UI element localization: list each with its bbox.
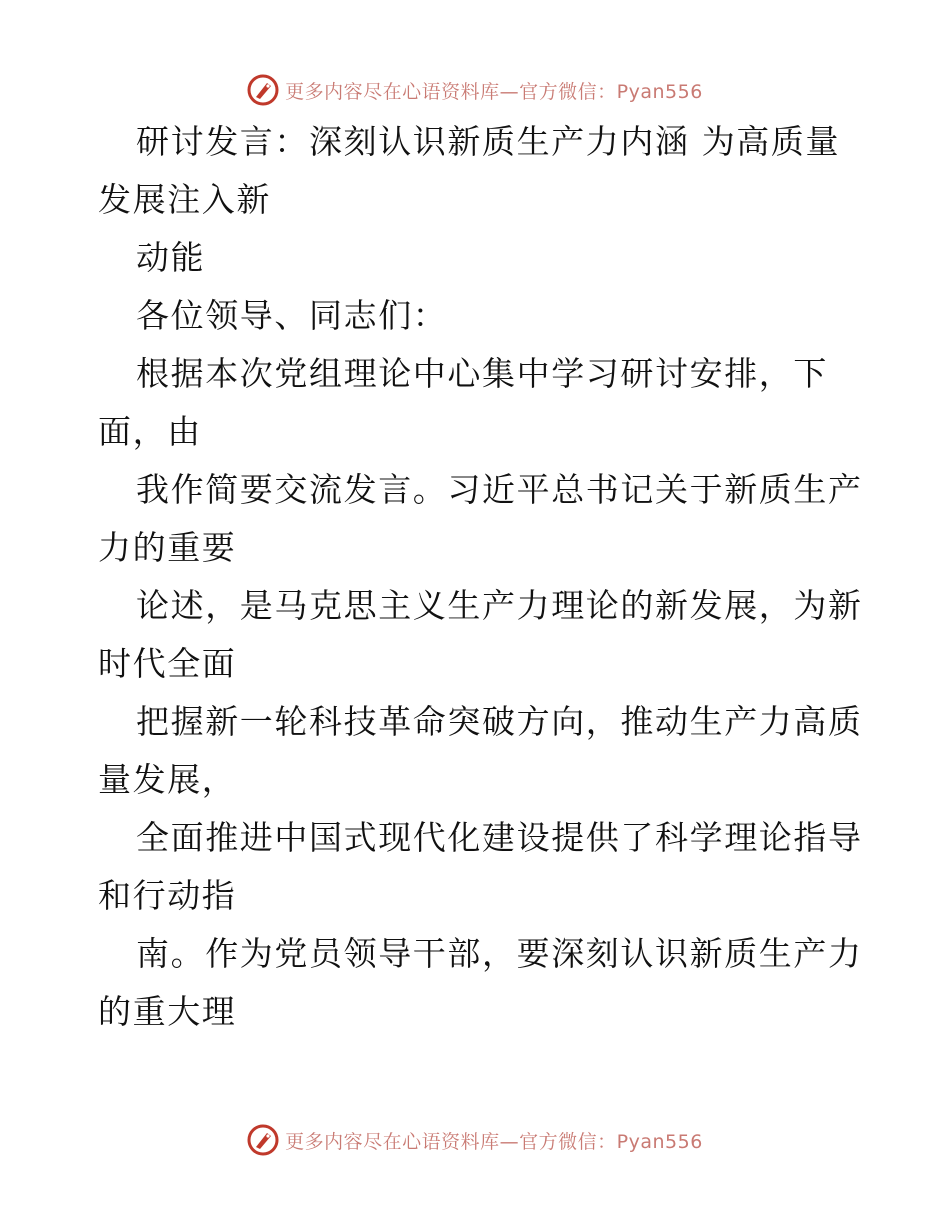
footer-banner-text: 更多内容尽在心语资料库—官方微信：Pyan556	[285, 1130, 703, 1153]
text-line: 我作简要交流发言。习近平总书记关于新质生产	[136, 470, 863, 509]
header-banner	[0, 70, 950, 110]
text-line: 发展注入新	[98, 180, 271, 219]
text-line: 时代全面	[98, 644, 237, 683]
header-banner-text: 更多内容尽在心语资料库—官方微信：Pyan556	[285, 80, 703, 103]
text-line: 根据本次党组理论中心集中学习研讨安排，下	[136, 354, 828, 393]
text-line: 各位领导、同志们：	[136, 296, 448, 335]
text-line: 动能	[136, 238, 206, 277]
text-line: 把握新一轮科技革命突破方向，推动生产力高质	[136, 702, 863, 741]
text-line: 研讨发言：深刻认识新质生产力内涵 为高质量	[136, 122, 841, 161]
text-line: 面，由	[98, 412, 202, 451]
text-line: 的重大理	[98, 992, 237, 1031]
text-line: 论述，是马克思主义生产力理论的新发展，为新	[136, 586, 863, 625]
text-line: 和行动指	[98, 876, 237, 915]
text-line: 南。作为党员领导干部，要深刻认识新质生产力	[136, 934, 863, 973]
text-line: 力的重要	[98, 528, 237, 567]
pen-nib-icon	[247, 74, 279, 106]
pen-nib-icon	[247, 1124, 279, 1156]
document-body	[98, 122, 863, 1032]
footer-banner	[0, 1120, 950, 1160]
text-line: 全面推进中国式现代化建设提供了科学理论指导	[136, 818, 863, 857]
text-line: 量发展，	[98, 760, 237, 799]
